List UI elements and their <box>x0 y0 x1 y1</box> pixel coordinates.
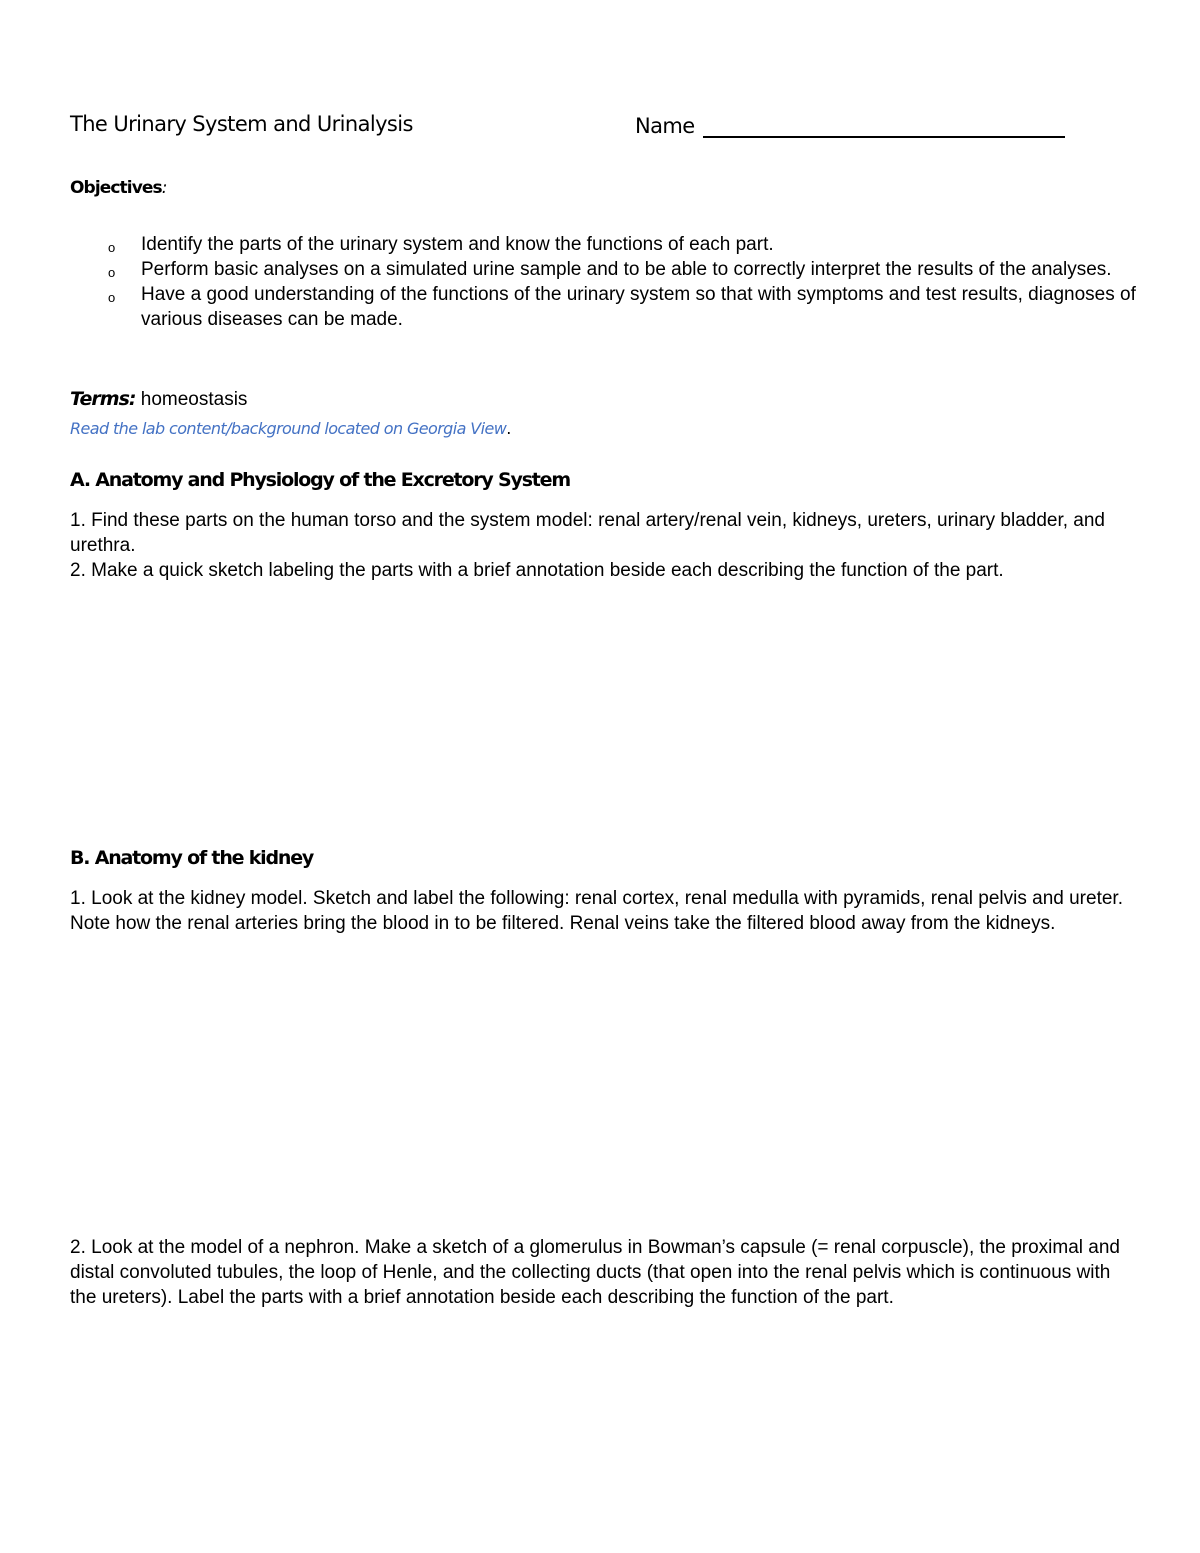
name-label: Name <box>635 114 695 138</box>
objectives-list <box>70 232 1140 332</box>
objectives-heading <box>70 178 167 198</box>
objective-text: Identify the parts of the urinary system and know the functions of each part. <box>141 234 774 255</box>
list-item <box>70 232 1140 257</box>
section-a-paragraph-1: 1. Find these parts on the human torso and the system model: renal artery/renal vein, kidneys, ureters, urinary bladder, and urethra. <box>70 510 1105 556</box>
terms-value: homeostasis <box>135 389 248 410</box>
terms-label: Terms: <box>70 388 136 410</box>
terms-line <box>70 388 247 411</box>
objective-text: Perform basic analyses on a simulated urine sample and to be able to correctly interpret the results of the analyses. <box>141 259 1112 280</box>
bullet-icon: o <box>108 265 116 280</box>
read-note-period: . <box>506 419 511 438</box>
read-note-text: Read the lab content/background located on Georgia View <box>70 419 507 438</box>
section-b-paragraph-2: 2. Look at the model of a nephron. Make a sketch of a glomerulus in Bowman’s capsule (= renal corpuscle), the proximal and distal convoluted tubules, the loop of Henle, and the collecting ducts (that open into the renal pelvis which is continuous with the ureters). Label the parts with a brief annotation beside each describing the function of the part. <box>70 1237 1120 1308</box>
name-blank-line[interactable] <box>703 112 1065 138</box>
objectives-heading-text: Objectives <box>70 178 162 198</box>
section-b-paragraph-1: 1. Look at the kidney model. Sketch and label the following: renal cortex, renal medulla with pyramids, renal pelvis and ureter. Note how the renal arteries bring the blood in to be filtered. Renal veins take the filtered blood away from the kidneys. <box>70 888 1123 934</box>
page-title: The Urinary System and Urinalysis <box>70 112 413 136</box>
section-a-paragraph-2: 2. Make a quick sketch labeling the parts with a brief annotation beside each describing the function of the part. <box>70 560 1004 581</box>
objective-text: Have a good understanding of the functions of the urinary system so that with symptoms and test results, diagnoses of various diseases can be made. <box>141 284 1136 330</box>
name-field <box>635 112 1065 138</box>
list-item <box>70 282 1140 332</box>
bullet-icon: o <box>108 290 116 305</box>
bullet-icon: o <box>108 240 116 255</box>
read-note-link[interactable] <box>70 419 511 438</box>
section-a-heading: A. Anatomy and Physiology of the Excretory System <box>70 469 570 491</box>
list-item <box>70 257 1140 282</box>
section-b-heading: B. Anatomy of the kidney <box>70 847 314 869</box>
objectives-colon: : <box>161 178 167 198</box>
